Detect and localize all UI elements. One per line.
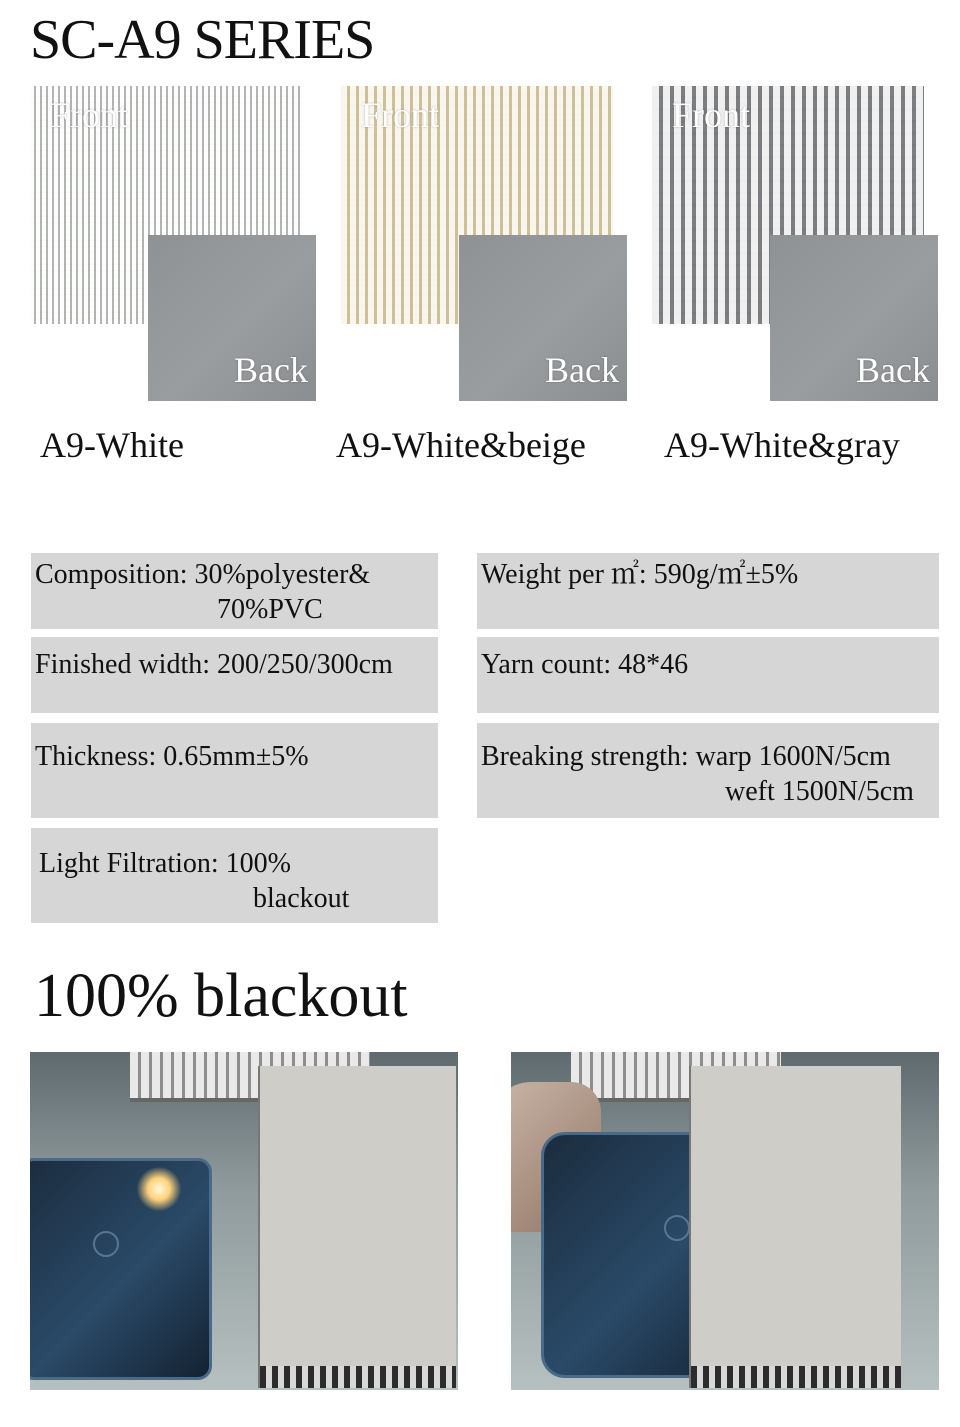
fabric-sample: [691, 1066, 901, 1388]
back-label: Back: [545, 350, 619, 390]
back-fabric-image: [148, 235, 316, 401]
spec-text: Yarn count: 48*46: [481, 649, 689, 680]
swatch-white: [30, 86, 340, 406]
spec-text: Finished width: 200/250/300cm: [35, 649, 393, 680]
spec-text: Thickness: 0.65mm±5%: [35, 741, 309, 772]
pinked-edge: [260, 1366, 456, 1388]
back-fabric-image: [459, 235, 627, 401]
spec-yarn-count: [477, 637, 939, 713]
spec-text: Composition: 30%polyester&: [35, 559, 371, 590]
back-fabric-image: [770, 235, 938, 401]
flashlight-glow-icon: [137, 1167, 181, 1211]
spec-weight: [477, 553, 939, 629]
spec-light-filtration: [31, 828, 438, 923]
front-label: Front: [672, 95, 751, 135]
spec-text-continued: blackout: [253, 883, 350, 914]
spec-text-continued: 70%PVC: [217, 594, 323, 625]
swatch-caption: A9-White: [40, 425, 184, 465]
fabric-sample: [260, 1066, 456, 1388]
back-label: Back: [234, 350, 308, 390]
phone-image: [30, 1158, 212, 1380]
back-label: Back: [856, 350, 930, 390]
blackout-heading: 100% blackout: [34, 962, 408, 1030]
phone-button-icon: [664, 1215, 690, 1241]
front-label: Front: [50, 95, 129, 135]
spec-breaking-strength: [477, 723, 939, 818]
swatch-white-beige: [341, 86, 651, 406]
spec-text-continued: weft 1500N/5cm: [725, 776, 914, 807]
spec-composition: [31, 553, 438, 629]
pinked-edge: [691, 1366, 901, 1388]
phone-button-icon: [93, 1231, 119, 1257]
blackout-photo-flashlight: [30, 1052, 458, 1390]
front-label: Front: [361, 95, 440, 135]
blackout-photo-covered: [511, 1052, 939, 1390]
spec-text: Weight per ㎡: 590g/㎡±5%: [481, 559, 799, 590]
swatch-caption: A9-White&gray: [664, 425, 900, 465]
swatch-white-gray: [652, 86, 960, 406]
spec-thickness: [31, 723, 438, 818]
spec-text: Breaking strength: warp 1600N/5cm: [481, 741, 891, 772]
swatch-caption: A9-White&beige: [336, 425, 586, 465]
spec-finished-width: [31, 637, 438, 713]
spec-text: Light Filtration: 100%: [39, 848, 291, 879]
page-title: SC-A9 SERIES: [30, 9, 375, 71]
